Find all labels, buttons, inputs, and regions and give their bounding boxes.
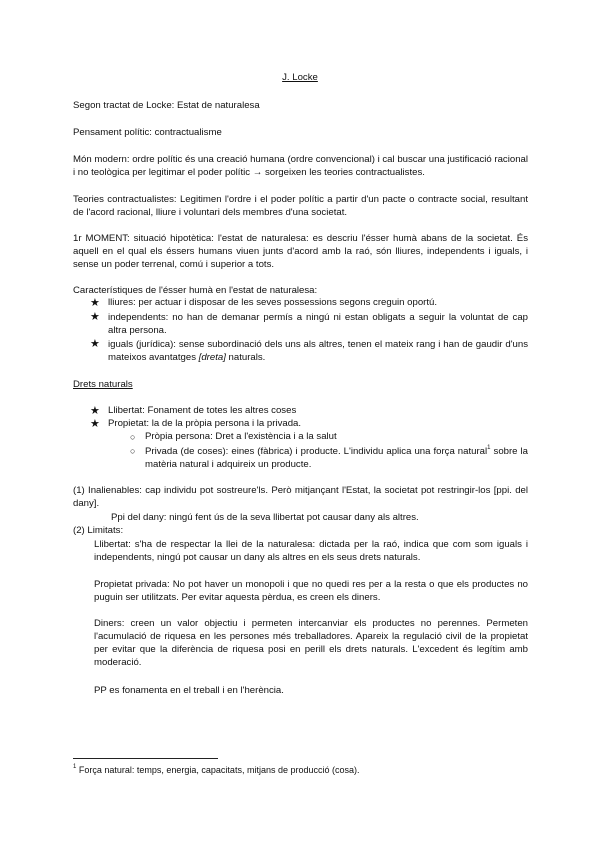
paragraph-limited-heading: (2) Limitats: xyxy=(73,525,124,536)
paragraph-harm-principle: Ppi del dany: ningú fent ús de la seva llibertat pot causar dany als altres. xyxy=(111,512,419,523)
circle-bullet-icon: ○ xyxy=(130,432,136,442)
paragraph-thought: Pensament polític: contractualisme xyxy=(73,127,222,138)
subright-private-end: sobre la matèria natural i adquireix un producte. xyxy=(145,446,528,470)
bullet-independent: independents: no han de demanar permís a ningú ni estan obligats a seguir la voluntat de cap altra persona. xyxy=(108,312,528,336)
paragraph-characteristics: Característiques de l'ésser humà en l'estat de naturalesa: xyxy=(73,285,318,296)
bullet-equal-text: iguals (jurídica): sense subordinació dels uns als altres, tenen el mateix rang i han de gaudir d'uns mateixos avantatges xyxy=(108,339,528,363)
paragraph-limit-money: Diners: creen un valor objectiu i permeten intercanviar els productes no perennes. Permeten l'acumulació de riquesa en les persones més treballadores. Apareix la regulació civil de la propietat per evitar que la diferència de riquesa posi en perill els drets naturals. L'excedent és legítim amb moderació. xyxy=(94,618,528,668)
footnote xyxy=(73,764,360,776)
bullet-equal-end: naturals. xyxy=(228,352,266,363)
footnote-mark: 1 xyxy=(73,764,77,770)
bullet-free: lliures: per actuar i disposar de les seves possessions segons creguin oportú. xyxy=(108,297,438,308)
page-title: J. Locke xyxy=(282,72,318,83)
star-bullet-icon: ★ xyxy=(90,338,100,350)
circle-bullet-icon: ○ xyxy=(130,446,136,456)
right-freedom: Llibertat: Fonament de totes les altres coses xyxy=(108,405,297,416)
footnote-text: Força natural: temps, energia, capacitats, mitjans de producció (cosa). xyxy=(78,765,360,775)
subright-own-person: Pròpia persona: Dret a l'existència i a la salut xyxy=(145,431,337,442)
paragraph-modern-world: Món modern: ordre polític és una creació humana (ordre convencional) i cal buscar una justificació racional i no teològica per legitimar el poder polític → sorgeixen les teories contractualistes. xyxy=(73,154,528,178)
paragraph-contract-theories: Teories contractualistes: Legitimen l'ordre i el poder polític a partir d'un pacte o contracte social, resultant de l'acord racional, lliure i voluntari dels membres d'una societat. xyxy=(73,194,528,218)
subright-private xyxy=(145,445,528,471)
paragraph-first-moment: 1r MOMENT: situació hipotètica: l'estat de naturalesa: es descriu l'ésser humà abans de la societat. És aquell en el qual els éssers humans viuen junts d'acord amb la raó, són lliures, independents i iguals, i sense un poder terrenal, comú i superior a tots. xyxy=(73,233,528,270)
bullet-equal xyxy=(108,338,528,364)
paragraph-limit-inheritance: PP es fonamenta en el treball i en l'herència. xyxy=(94,685,284,696)
paragraph-limit-freedom: Llibertat: s'ha de respectar la llei de la naturalesa: dictada per la raó, indica que com som iguals i independents, ningú pot causar un dany als altres en els seus drets naturals. xyxy=(94,539,528,563)
bullet-equal-note: [dreta] xyxy=(198,352,226,363)
star-bullet-icon: ★ xyxy=(90,418,100,430)
subright-private-text: Privada (de coses): eines (fàbrica) i producte. L'individu aplica una força natural xyxy=(145,446,488,457)
star-bullet-icon: ★ xyxy=(90,297,100,309)
paragraph-limit-property: Propietat privada: No pot haver un monopoli i que no quedi res per a la resta o que els productes no puguin ser utilitzats. Per evitar aquesta pèrdua, es creen els diners. xyxy=(94,579,528,603)
paragraph-inalienable: (1) Inalienables: cap individu pot sostreure'ls. Però mitjançant l'Estat, la societat pot restringir-los [ppi. del dany]. xyxy=(73,485,528,509)
section-heading-natural-rights: Drets naturals xyxy=(73,379,133,390)
paragraph-subtitle: Segon tractat de Locke: Estat de naturalesa xyxy=(73,100,260,111)
star-bullet-icon: ★ xyxy=(90,311,100,323)
footnote-divider xyxy=(73,758,218,759)
star-bullet-icon: ★ xyxy=(90,405,100,417)
footnote-ref[interactable]: 1 xyxy=(487,445,491,451)
right-property: Propietat: la de la pròpia persona i la privada. xyxy=(108,418,302,429)
